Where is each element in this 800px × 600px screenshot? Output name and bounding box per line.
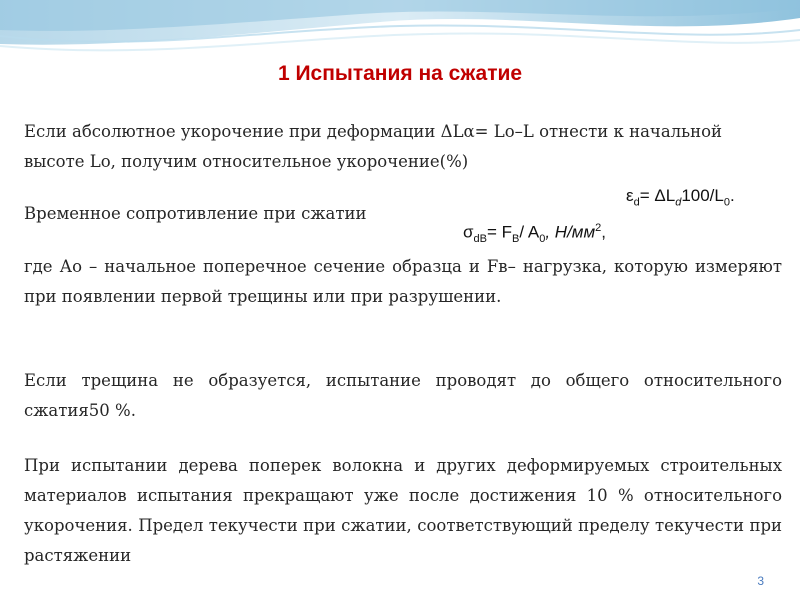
paragraph-wood-testing: При испытании дерева поперек волокна и других деформируемых строительных материалов испытания прекращают уже после достижения 10 % относительного укорочения. Предел текучести при сжатии, соответствующий пределу текучести при растяжении — [24, 456, 782, 565]
formula-ultimate-strength — [463, 222, 606, 245]
formula2-rhs-sub2: 0 — [539, 233, 546, 246]
paragraph-no-crack: Если трещина не образуется, испытание проводят до общего относительного сжатия50 %. — [24, 371, 782, 420]
header-wave-decoration — [0, 0, 800, 70]
paragraph-ultimate-strength: Временное сопротивление при сжатии — [24, 204, 367, 223]
formula1-rhs-mid: 100/L — [681, 186, 724, 205]
formula2-rhs-units: , Н/мм — [545, 222, 596, 242]
formula2-rhs-sub: B — [512, 233, 520, 246]
formula1-symbol: ε — [626, 186, 634, 205]
paragraph-relative-shortening: Если абсолютное укорочение при деформации ΔLα= Lо–L отнести к начальной высоте Lо, получим относительное укорочение(%) — [24, 122, 723, 171]
formula1-rhs-end: . — [729, 186, 735, 205]
formula2-symbol-sub: dB — [473, 233, 487, 246]
formula2-symbol: σ — [463, 222, 474, 242]
formula1-rhs-sub2: 0 — [723, 196, 730, 209]
formula-relative-shortening — [626, 186, 735, 208]
paragraph-cross-section-definition: где Ао – начальное поперечное сечение образца и Fв– нагрузка, которую измеряют при появлении первой трещины или при разрушении. — [24, 257, 782, 306]
formula2-rhs-sup: 2 — [595, 222, 602, 234]
formula1-symbol-sub: d — [633, 196, 640, 209]
formula1-rhs-sub: d — [675, 196, 682, 209]
formula2-rhs-mid: / A — [519, 222, 540, 242]
slide-title: 1 Испытания на сжатие — [277, 62, 523, 85]
formula1-rhs-pre: = ΔL — [639, 186, 676, 205]
formula2-rhs-end: , — [601, 222, 606, 242]
page-number: 3 — [757, 574, 764, 588]
formula2-rhs-pre: = F — [486, 222, 513, 242]
